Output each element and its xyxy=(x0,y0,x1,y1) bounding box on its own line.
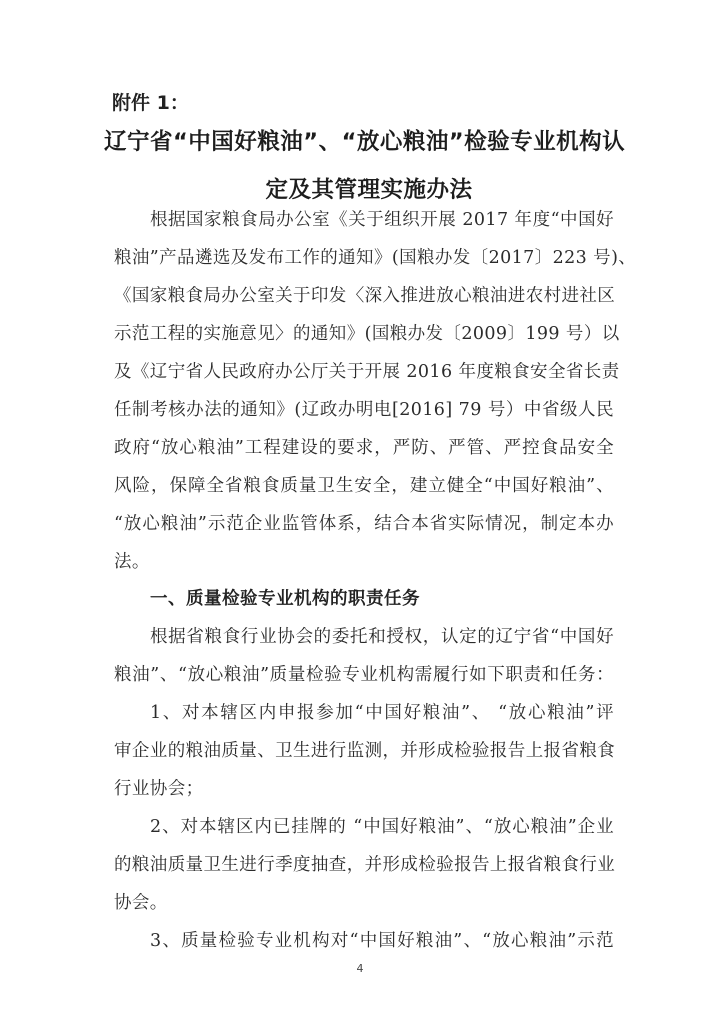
section-line: 行业协会； xyxy=(114,779,204,799)
section-line: 3、质量检验专业机构对“中国好粮油”、“放心粮油”示范 xyxy=(150,931,614,951)
section-line: 审企业的粮油质量、卫生进行监测，并形成检验报告上报省粮食 xyxy=(114,741,616,761)
intro-line: 及《辽宁省人民政府办公厅关于开展 2016 年度粮食安全省长责 xyxy=(114,362,620,382)
intro-line: 粮油”产品遴选及发布工作的通知》(国粮办发〔2017〕223 号)、 xyxy=(114,248,637,268)
intro-line: 根据国家粮食局办公室《关于组织开展 2017 年度“中国好 xyxy=(150,210,614,230)
section-line: 协会。 xyxy=(114,893,168,913)
intro-line: “放心粮油”示范企业监管体系，结合本省实际情况，制定本办 xyxy=(114,514,614,534)
intro-line: 示范工程的实施意见〉的通知》(国粮办发〔2009〕199 号）以 xyxy=(114,324,620,344)
intro-line: 《国家粮食局办公室关于印发〈深入推进放心粮油进农村进社区 xyxy=(114,286,616,306)
title-line-2: 定及其管理实施办法 xyxy=(265,177,473,203)
document-title xyxy=(104,118,634,214)
intro-line: 任制考核办法的通知》(辽政办明电[2016] 79 号）中省级人民 xyxy=(114,400,614,420)
intro-line: 法。 xyxy=(114,552,150,572)
title-line-1: 辽宁省“中国好粮油”、“放心粮油”检验专业机构认 xyxy=(104,129,626,155)
section-line: 2、对本辖区内已挂牌的 “中国好粮油”、“放心粮油”企业 xyxy=(150,817,614,837)
intro-line: 风险，保障全省粮食质量卫生安全，建立健全“中国好粮油”、 xyxy=(114,476,614,496)
attachment-label: 附件 1： xyxy=(112,92,189,114)
section-line: 1、对本辖区内申报参加“中国好粮油”、 “放心粮油”评 xyxy=(150,703,614,723)
section-line: 根据省粮食行业协会的委托和授权，认定的辽宁省“中国好 xyxy=(150,627,614,647)
section-line: 粮油”、“放心粮油”质量检验专业机构需履行如下职责和任务： xyxy=(114,665,614,685)
section-heading: 一、质量检验专业机构的职责任务 xyxy=(150,589,420,609)
section-line: 的粮油质量卫生进行季度抽查，并形成检验报告上报省粮食行业 xyxy=(114,855,616,875)
page-number: 4 xyxy=(356,962,364,975)
intro-line: 政府“放心粮油”工程建设的要求，严防、严管、严控食品安全 xyxy=(114,438,614,458)
